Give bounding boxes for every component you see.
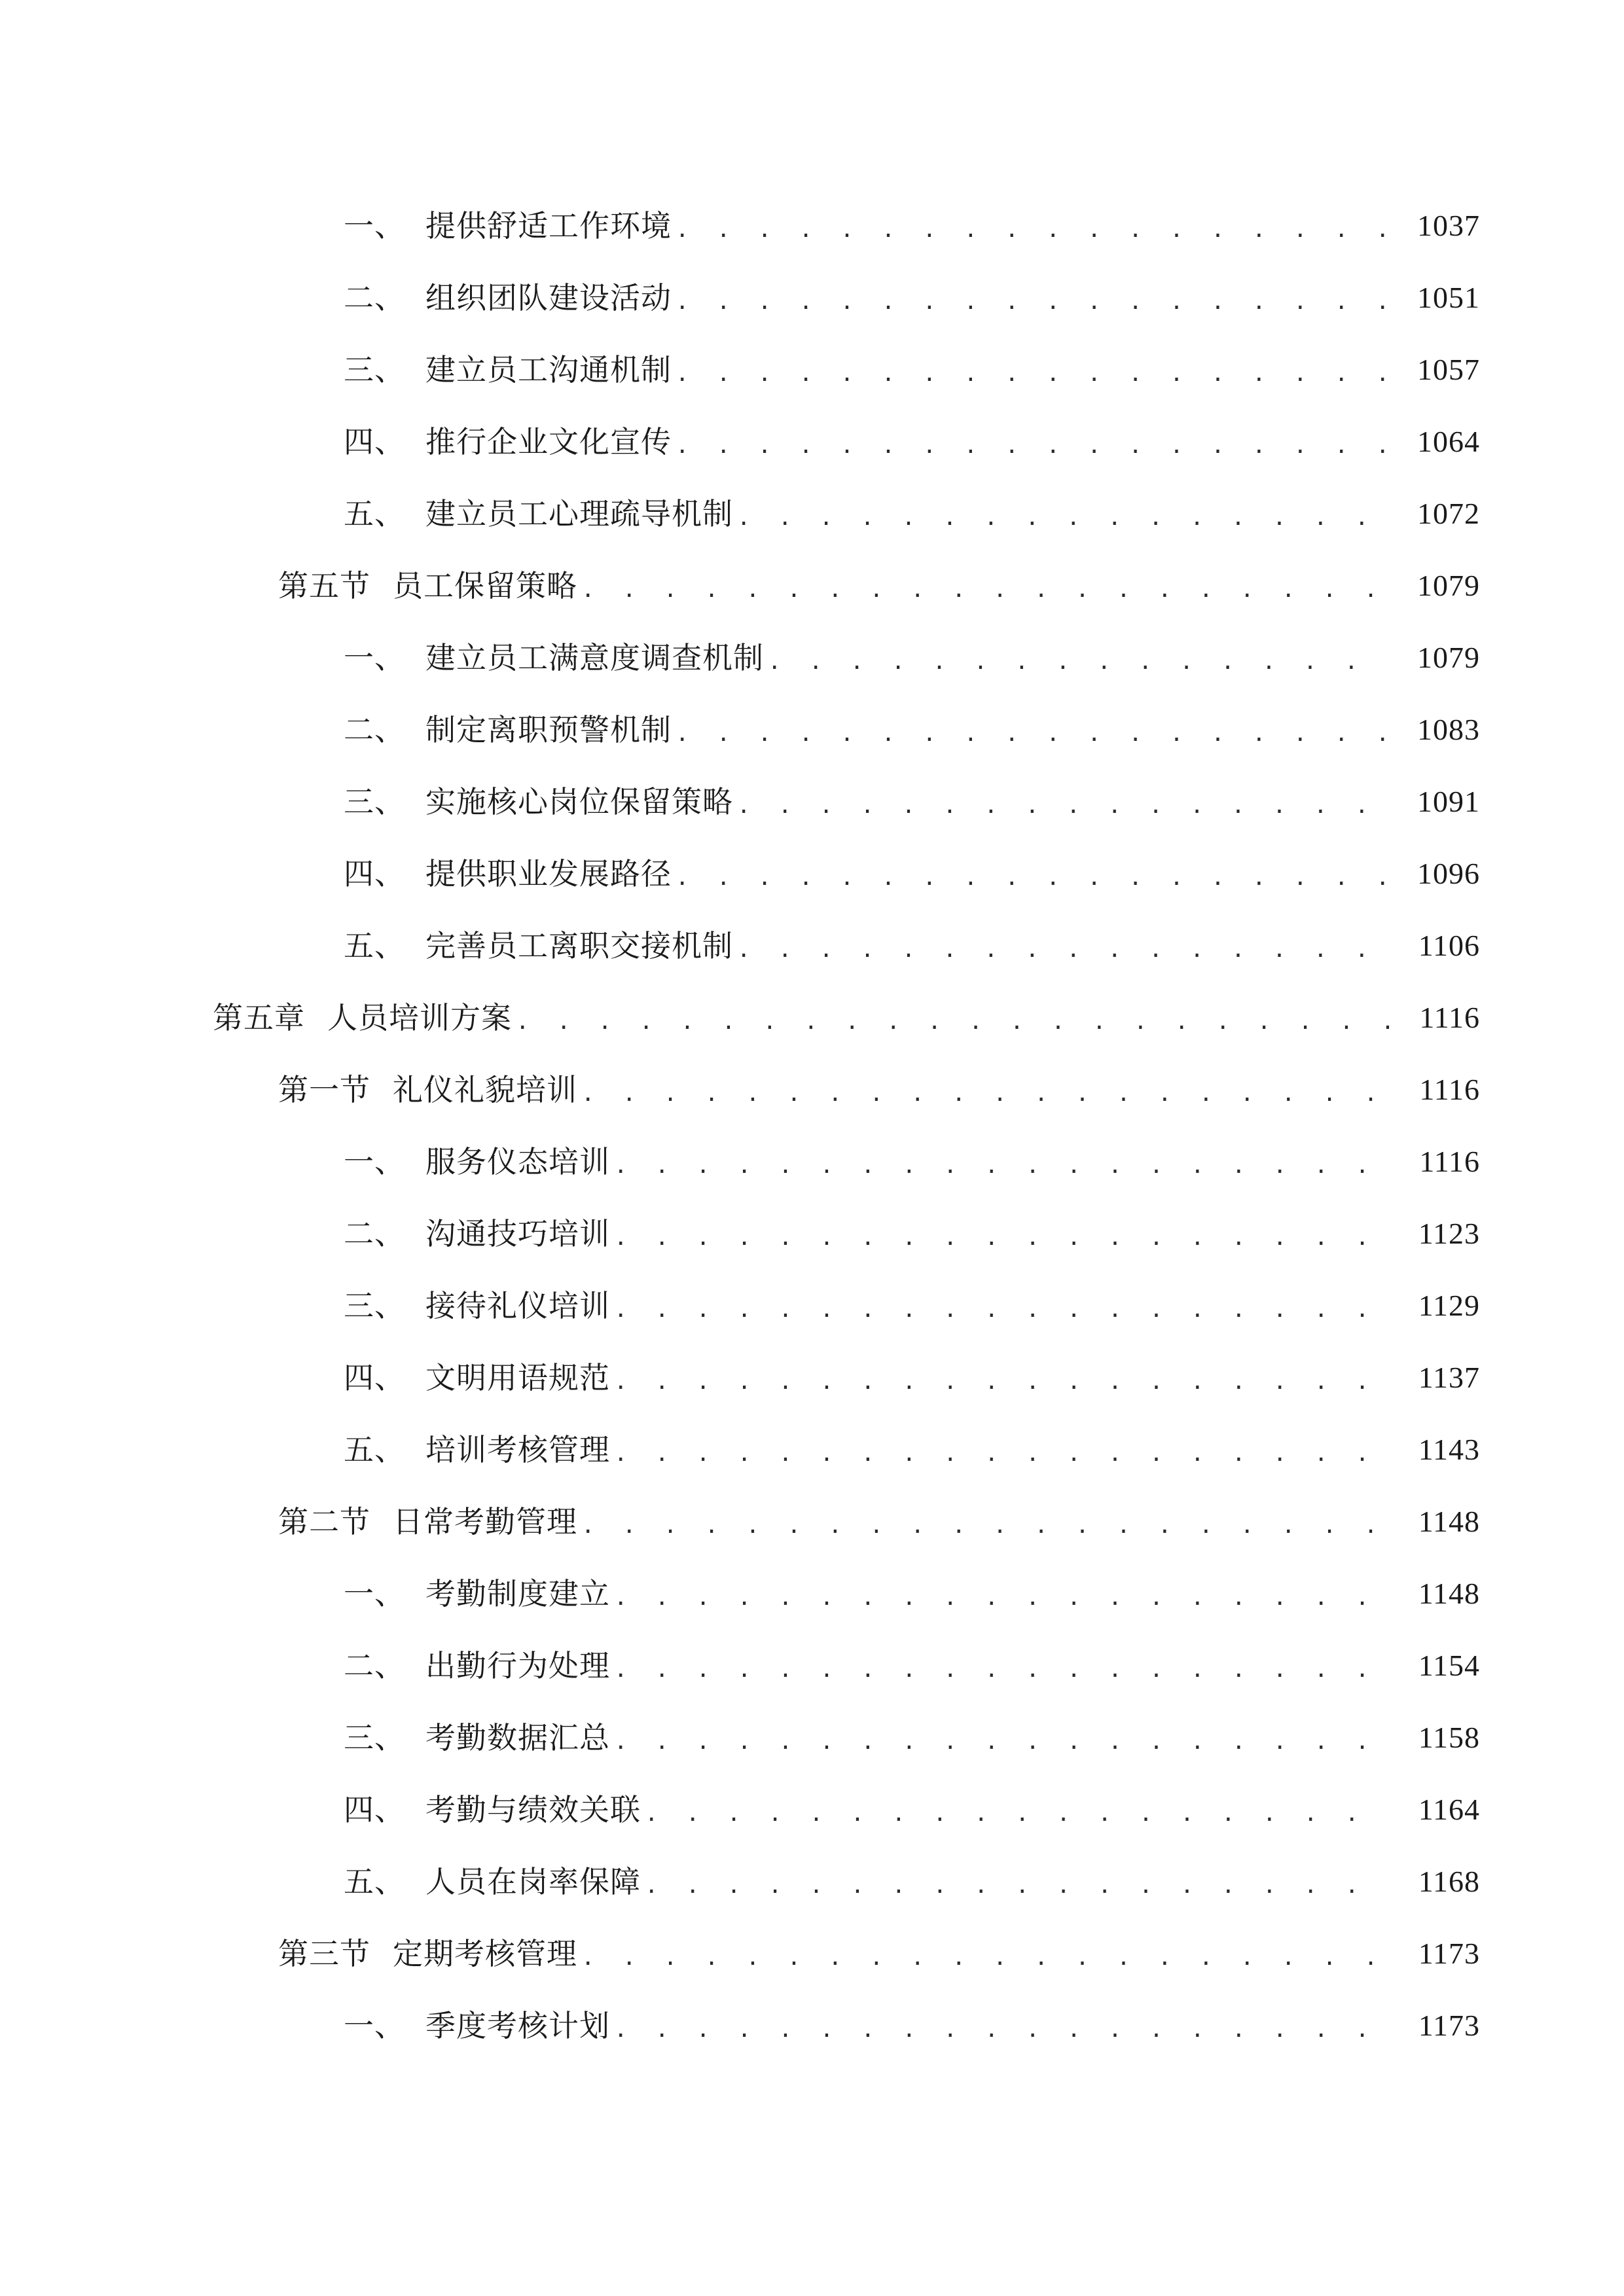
toc-entry-number: 五、 [344,1432,405,1467]
toc-entry-number: 一、 [344,2008,405,2043]
toc-entry-page-number: 1051 [1417,281,1480,314]
toc-entry-item[interactable] [0,1198,1624,1270]
toc-entry-item[interactable] [0,406,1624,478]
toc-entry-item[interactable] [0,1558,1624,1630]
toc-entry-number: 二、 [344,1216,405,1251]
toc-entry-item[interactable] [0,1126,1624,1198]
toc-entry-label [344,494,733,533]
toc-entry-item[interactable] [0,478,1624,550]
toc-entry-section[interactable] [0,1054,1624,1126]
toc-entry-label [344,1358,610,1397]
toc-entry-item[interactable] [0,1342,1624,1414]
table-of-contents [0,190,1624,2062]
toc-entry-number: 一、 [344,1144,405,1179]
toc-entry-label [344,1646,610,1685]
toc-entry-label [344,1286,610,1325]
toc-entry-label [344,926,733,965]
toc-entry-page-number: 1123 [1418,1217,1480,1250]
toc-entry-item[interactable] [0,766,1624,838]
toc-entry-item[interactable] [0,1990,1624,2062]
toc-entry-page-number: 1079 [1417,569,1480,602]
toc-entry-section[interactable] [0,1918,1624,1990]
toc-entry-page-number: 1129 [1418,1289,1480,1322]
toc-entry-number: 五、 [344,928,405,963]
toc-entry-label [344,1430,610,1469]
toc-entry-label [344,1718,610,1757]
dot-leader [737,498,1390,537]
dot-leader [614,1434,1390,1473]
dot-leader [516,1002,1390,1041]
toc-entry-label [344,350,672,389]
toc-entry-number: 四、 [344,424,405,459]
dot-leader [645,1866,1390,1905]
toc-entry-item[interactable] [0,1414,1624,1486]
toc-entry-page-number: 1079 [1417,641,1480,674]
toc-entry-page-number: 1154 [1418,1649,1480,1682]
toc-entry-number: 一、 [344,208,405,243]
toc-entry-item[interactable] [0,622,1624,694]
toc-entry-page-number: 1106 [1418,929,1480,962]
toc-entry-item[interactable] [0,1630,1624,1702]
toc-entry-label [344,854,672,893]
dot-leader [645,1794,1390,1833]
toc-entry-item[interactable] [0,910,1624,982]
toc-entry-number: 三、 [344,352,405,387]
toc-entry-number: 三、 [344,1288,405,1323]
toc-entry-label [344,710,672,749]
toc-entry-page-number: 1064 [1417,425,1480,458]
dot-leader [676,426,1390,465]
toc-entry-number: 第二节 [278,1504,370,1539]
dot-leader [614,1362,1390,1401]
dot-leader [737,786,1390,825]
toc-entry-number: 一、 [344,1576,405,1611]
toc-entry-page-number: 1116 [1419,1145,1480,1178]
toc-entry-page-number: 1037 [1417,209,1480,242]
toc-entry-title: 制定离职预警机制 [425,712,672,747]
toc-entry-number: 一、 [344,640,405,675]
toc-entry-section[interactable] [0,1486,1624,1558]
toc-entry-number: 四、 [344,1360,405,1395]
dot-leader [614,1650,1390,1689]
toc-entry-page-number: 1158 [1418,1721,1480,1754]
toc-entry-page-number: 1168 [1418,1865,1480,1898]
toc-entry-number: 三、 [344,784,405,819]
dot-leader [581,570,1390,609]
toc-entry-title: 建立员工沟通机制 [425,352,672,387]
toc-entry-item[interactable] [0,1270,1624,1342]
toc-entry-label [344,782,733,821]
toc-entry-number: 五、 [344,1864,405,1899]
toc-entry-item[interactable] [0,694,1624,766]
toc-entry-number: 四、 [344,1792,405,1827]
toc-entry-page-number: 1096 [1417,857,1480,890]
toc-entry-label [344,638,764,677]
toc-entry-number: 第五节 [278,568,370,603]
toc-entry-title: 建立员工心理疏导机制 [425,496,733,531]
toc-entry-title: 日常考勤管理 [393,1504,577,1539]
toc-entry-title: 员工保留策略 [393,568,577,603]
toc-entry-label [213,998,512,1037]
toc-entry-number: 五、 [344,496,405,531]
toc-entry-page-number: 1173 [1418,1937,1480,1970]
dot-leader [614,1290,1390,1329]
toc-entry-title: 考勤制度建立 [425,1576,610,1611]
toc-entry-title: 定期考核管理 [393,1936,577,1971]
toc-entry-title: 沟通技巧培训 [425,1216,610,1251]
toc-entry-label [344,1574,610,1613]
toc-entry-title: 季度考核计划 [425,2008,610,2043]
toc-entry-label [344,206,672,245]
dot-leader [768,642,1390,681]
toc-entry-item[interactable] [0,262,1624,334]
dot-leader [676,210,1390,249]
toc-entry-title: 培训考核管理 [425,1432,610,1467]
toc-entry-label [344,278,672,317]
toc-entry-label [344,422,672,461]
toc-entry-label [278,1502,577,1541]
toc-entry-title: 服务仪态培训 [425,1144,610,1179]
dot-leader [614,2010,1390,2049]
toc-entry-number: 二、 [344,280,405,315]
dot-leader [581,1938,1390,1977]
toc-entry-number: 第五章 [213,1000,305,1035]
toc-entry-page-number: 1164 [1418,1793,1480,1826]
toc-entry-page-number: 1116 [1419,1073,1480,1106]
toc-entry-item[interactable] [0,334,1624,406]
toc-entry-title: 礼仪礼貌培训 [393,1072,577,1107]
toc-entry-title: 提供舒适工作环境 [425,208,672,243]
toc-entry-item[interactable] [0,838,1624,910]
toc-entry-label [278,1070,577,1109]
dot-leader [676,858,1390,897]
toc-entry-title: 考勤数据汇总 [425,1720,610,1755]
toc-entry-title: 实施核心岗位保留策略 [425,784,733,819]
toc-entry-number: 第三节 [278,1936,370,1971]
toc-entry-label [344,1142,610,1181]
dot-leader [581,1074,1390,1113]
toc-entry-label [344,1214,610,1253]
toc-entry-number: 第一节 [278,1072,370,1107]
toc-entry-page-number: 1057 [1417,353,1480,386]
dot-leader [614,1218,1390,1257]
toc-entry-item[interactable] [0,1702,1624,1774]
toc-entry-title: 提供职业发展路径 [425,856,672,891]
toc-entry-item[interactable] [0,190,1624,262]
toc-entry-item[interactable] [0,1774,1624,1846]
toc-entry-page-number: 1148 [1418,1577,1480,1610]
toc-entry-title: 推行企业文化宣传 [425,424,672,459]
toc-entry-title: 文明用语规范 [425,1360,610,1395]
toc-entry-page-number: 1173 [1418,2009,1480,2042]
toc-entry-title: 人员培训方案 [327,1000,512,1035]
toc-entry-section[interactable] [0,550,1624,622]
toc-entry-number: 三、 [344,1720,405,1755]
toc-entry-item[interactable] [0,1846,1624,1918]
toc-entry-page-number: 1091 [1417,785,1480,818]
toc-entry-chapter[interactable] [0,982,1624,1054]
toc-entry-number: 二、 [344,712,405,747]
dot-leader [614,1146,1390,1185]
dot-leader [737,930,1390,969]
toc-entry-page-number: 1072 [1417,497,1480,530]
dot-leader [676,354,1390,393]
toc-entry-label [344,1862,641,1901]
toc-entry-title: 组织团队建设活动 [425,280,672,315]
dot-leader [614,1578,1390,1617]
toc-entry-title: 人员在岗率保障 [425,1864,641,1899]
toc-entry-title: 考勤与绩效关联 [425,1792,641,1827]
toc-entry-page-number: 1083 [1417,713,1480,746]
toc-entry-title: 接待礼仪培训 [425,1288,610,1323]
dot-leader [676,282,1390,321]
toc-entry-title: 建立员工满意度调查机制 [425,640,764,675]
toc-entry-page-number: 1148 [1418,1505,1480,1538]
toc-entry-page-number: 1116 [1419,1001,1480,1034]
toc-entry-label [344,1790,641,1829]
toc-entry-number: 四、 [344,856,405,891]
toc-entry-number: 二、 [344,1648,405,1683]
toc-entry-page-number: 1143 [1418,1433,1480,1466]
toc-entry-label [278,1934,577,1973]
toc-entry-page-number: 1137 [1418,1361,1480,1394]
dot-leader [581,1506,1390,1545]
toc-entry-title: 出勤行为处理 [425,1648,610,1683]
dot-leader [614,1722,1390,1761]
toc-entry-title: 完善员工离职交接机制 [425,928,733,963]
toc-entry-label [278,566,577,605]
dot-leader [676,714,1390,753]
toc-entry-label [344,2006,610,2045]
